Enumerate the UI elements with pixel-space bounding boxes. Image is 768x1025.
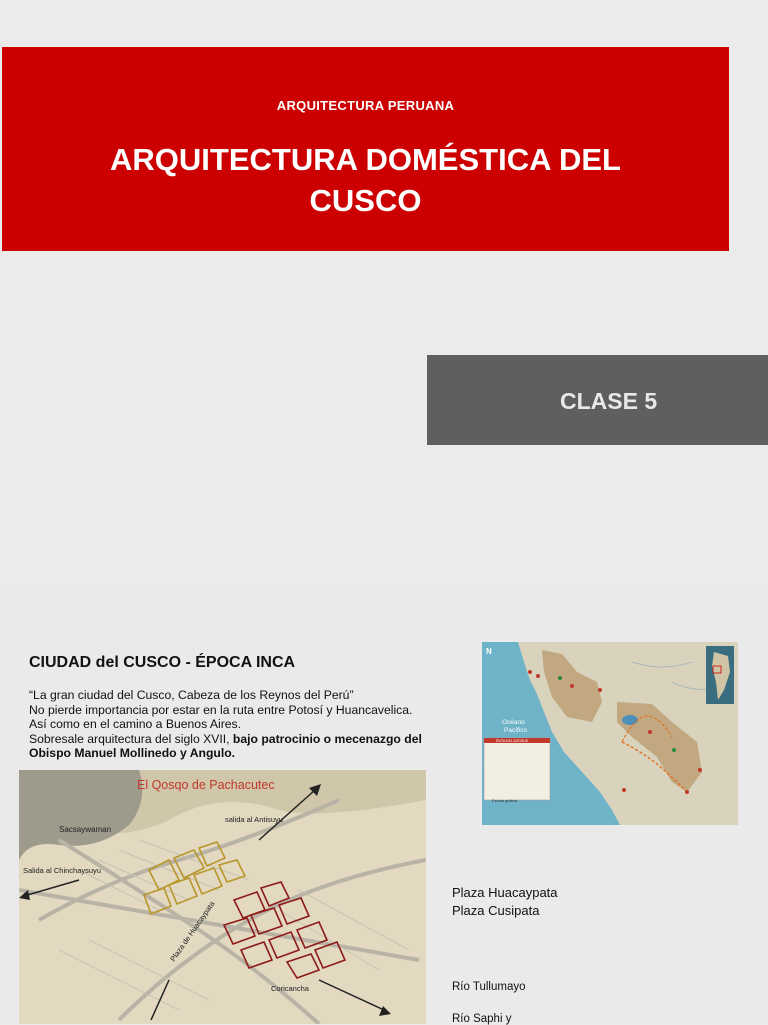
plaza-item: Plaza Cusipata <box>452 903 540 918</box>
slide-title-line1: ARQUITECTURA DOMÉSTICA DEL <box>110 142 621 177</box>
map-label-coricancha: Coricancha <box>271 984 309 993</box>
city-marker <box>528 670 532 674</box>
title-banner <box>2 47 729 251</box>
course-kicker: ARQUITECTURA PERUANA <box>276 98 455 113</box>
river-label-saphi: Río Saphi y <box>452 1013 512 1025</box>
inca-cusco-map <box>19 770 426 1024</box>
city-marker <box>698 768 702 772</box>
quote-line: “La gran ciudad del Cusco, Cabeza de los Reynos del Perú” <box>29 688 354 702</box>
paragraph-line: No pierde importancia por estar en la ruta entre Potosí y Huancavelica. <box>29 702 413 717</box>
map-title: El Qosqo de Pachacutec <box>137 778 275 792</box>
paragraph-emphasis: Obispo Manuel Mollinedo y Angulo. <box>29 746 236 761</box>
city-marker <box>622 788 626 792</box>
scale-label: Escala gráfica <box>492 798 518 803</box>
section-title: CIUDAD del CUSCO - ÉPOCA INCA <box>29 654 296 671</box>
river-label-tullumayo: Río Tullumayo <box>452 981 526 993</box>
city-marker <box>598 688 602 692</box>
mercury-route-map <box>482 642 738 825</box>
content-slide <box>0 590 768 1024</box>
map-label-huacaypata: Plaza de Huacaypata <box>168 899 217 964</box>
map-legend <box>484 738 550 800</box>
city-marker <box>672 748 676 752</box>
legend-title: RUTA DEL AZOGUE <box>496 739 529 743</box>
intro-paragraph <box>29 688 449 761</box>
map-label-antisuyu: salida al Antisuyu <box>225 815 283 824</box>
lake-titicaca <box>622 715 638 725</box>
class-number-label: CLASE 5 <box>560 388 658 414</box>
city-marker <box>648 730 652 734</box>
class-number-box <box>427 355 768 445</box>
city-marker <box>570 684 574 688</box>
plaza-list <box>452 884 558 920</box>
paragraph-emphasis: bajo patrocinio o mecenazgo del <box>232 731 422 746</box>
paragraph-text: Sobresale arquitectura del siglo XVII, <box>29 731 233 746</box>
paragraph-line <box>29 746 449 761</box>
city-marker <box>558 676 562 680</box>
north-arrow-label: N <box>486 647 492 656</box>
map-label-chinchaysuyu: Salida al Chinchaysuyu <box>23 866 101 875</box>
city-marker <box>685 790 689 794</box>
city-marker <box>536 674 540 678</box>
slide-title <box>2 139 729 221</box>
paragraph-line: Así como en el camino a Buenos Aires. <box>29 717 242 732</box>
plaza-item: Plaza Huacaypata <box>452 885 558 900</box>
paragraph-line <box>29 732 449 747</box>
ocean-label: Océano <box>502 719 525 726</box>
map-label-sacsaywaman: Sacsaywaman <box>59 825 112 834</box>
ocean-label: Pacífico <box>504 727 528 734</box>
slide-title-line2: CUSCO <box>309 183 422 218</box>
